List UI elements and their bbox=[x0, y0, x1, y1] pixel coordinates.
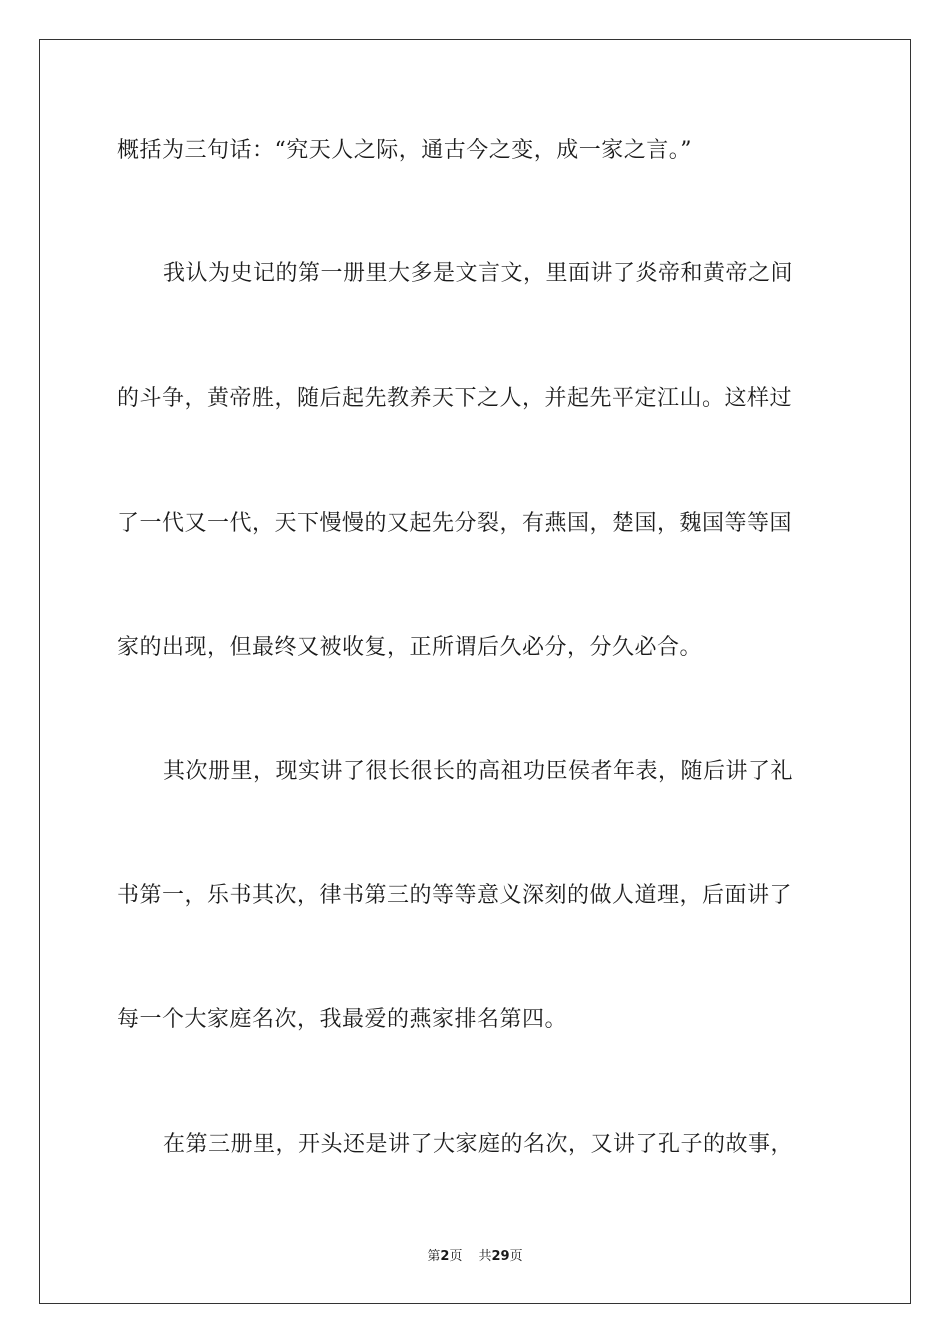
page-footer bbox=[0, 1248, 950, 1266]
page-border bbox=[39, 39, 911, 1304]
text-line-8: 每一个大家庭名次，我最爱的燕家排名第四。 bbox=[117, 1007, 568, 1032]
page-number: 2 bbox=[440, 1249, 450, 1264]
text-line-4: 了一代又一代，天下慢慢的又起先分裂，有燕国，楚国，魏国等等国 bbox=[117, 511, 793, 536]
page-label-suffix: 页 bbox=[449, 1249, 463, 1264]
text-line-1: 概括为三句话：“究天人之际，通古今之变，成一家之言。” bbox=[117, 138, 692, 163]
total-label-suffix: 页 bbox=[509, 1249, 523, 1264]
text-line-3: 的斗争，黄帝胜，随后起先教养天下之人，并起先平定江山。这样过 bbox=[117, 386, 793, 411]
text-line-9: 在第三册里，开头还是讲了大家庭的名次，又讲了孔子的故事， bbox=[163, 1132, 794, 1157]
text-line-5: 家的出现，但最终又被收复，正所谓后久必分，分久必合。 bbox=[117, 635, 703, 660]
total-pages: 29 bbox=[491, 1249, 510, 1264]
text-line-7: 书第一，乐书其次，律书第三的等等意义深刻的做人道理，后面讲了 bbox=[117, 883, 793, 908]
text-line-6: 其次册里，现实讲了很长很长的高祖功臣侯者年表，随后讲了礼 bbox=[163, 759, 794, 784]
total-label-prefix: 共 bbox=[478, 1249, 492, 1264]
page-label-prefix: 第 bbox=[427, 1249, 441, 1264]
text-line-2: 我认为史记的第一册里大多是文言文，里面讲了炎帝和黄帝之间 bbox=[163, 261, 794, 286]
